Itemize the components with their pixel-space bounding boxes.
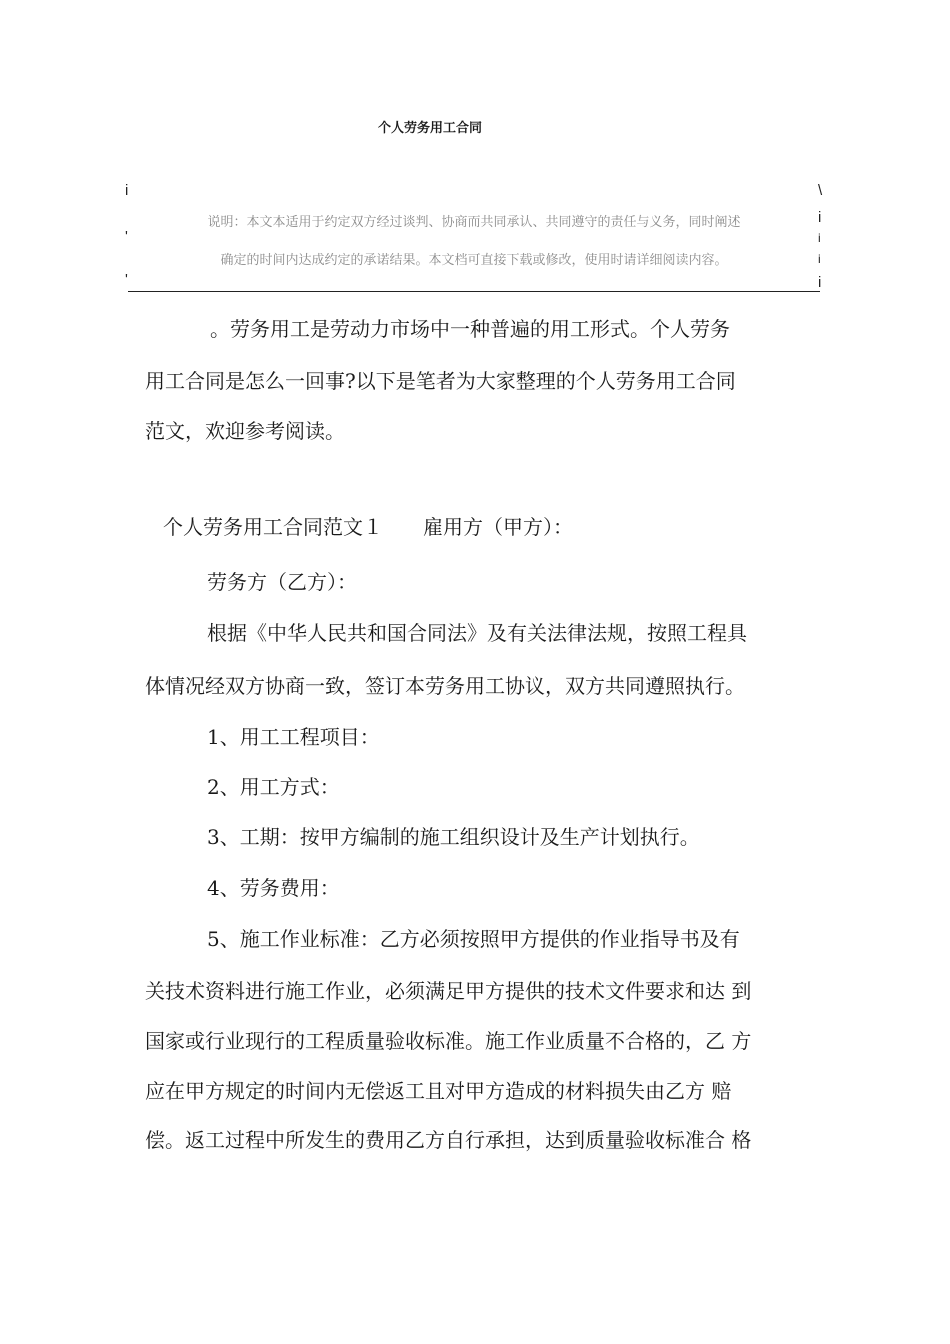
description-line: 确定的时间内达成约定的承诺结果。本文档可直接下载或修改，使用时请详细阅读内容。 xyxy=(220,253,728,268)
margin-mark: i xyxy=(818,252,821,266)
paragraph-line: 范文，欢迎参考阅读。 xyxy=(145,419,345,443)
paragraph-line: 体情况经双方协商一致，签订本劳务用工协议，双方共同遵照执行。 xyxy=(145,674,745,698)
section-heading: 个人劳务用工合同范文１ 雇用方（甲方）： xyxy=(163,515,573,539)
paragraph-line: 根据《中华人民共和国合同法》及有关法律法规，按照工程具 xyxy=(207,621,747,645)
margin-mark: i xyxy=(818,231,821,245)
paragraph-line: 国家或行业现行的工程质量验收标准。施工作业质量不合格的，乙 方 xyxy=(145,1029,752,1053)
description-box xyxy=(128,182,823,292)
margin-mark: i xyxy=(818,274,822,291)
margin-mark: \ xyxy=(818,182,823,199)
margin-mark: ' xyxy=(125,228,128,245)
description-line: 说明：本文本适用于约定双方经过谈判、协商而共同承认、共同遵守的责任与义务，同时阐述 xyxy=(207,215,741,230)
paragraph-line: 应在甲方规定的时间内无偿返工且对甲方造成的材料损失由乙方 赔 xyxy=(145,1079,732,1103)
list-item: 5、施工作业标准：乙方必须按照甲方提供的作业指导书及有 xyxy=(207,927,740,951)
paragraph-line: 用工合同是怎么一回事?以下是笔者为大家整理的个人劳务用工合同 xyxy=(145,369,736,393)
list-item: 3、工期：按甲方编制的施工组织设计及生产计划执行。 xyxy=(207,825,700,849)
list-item: 4、劳务费用： xyxy=(207,876,340,900)
document-title: 个人劳务用工合同 xyxy=(377,121,482,136)
list-item: 1、用工工程项目： xyxy=(207,725,380,749)
margin-mark: i xyxy=(125,182,129,199)
margin-mark: ' xyxy=(125,271,128,288)
paragraph-line: 关技术资料进行施工作业，必须满足甲方提供的技术文件要求和达 到 xyxy=(145,979,752,1003)
paragraph-line: 。劳务用工是劳动力市场中一种普遍的用工形式。个人劳务 xyxy=(210,317,730,341)
list-item: 2、用工方式： xyxy=(207,775,340,799)
paragraph-line: 偿。返工过程中所发生的费用乙方自行承担，达到质量验收标准合 格 xyxy=(145,1128,752,1152)
paragraph-line: 劳务方（乙方）： xyxy=(207,570,357,594)
margin-mark: i xyxy=(818,209,822,226)
